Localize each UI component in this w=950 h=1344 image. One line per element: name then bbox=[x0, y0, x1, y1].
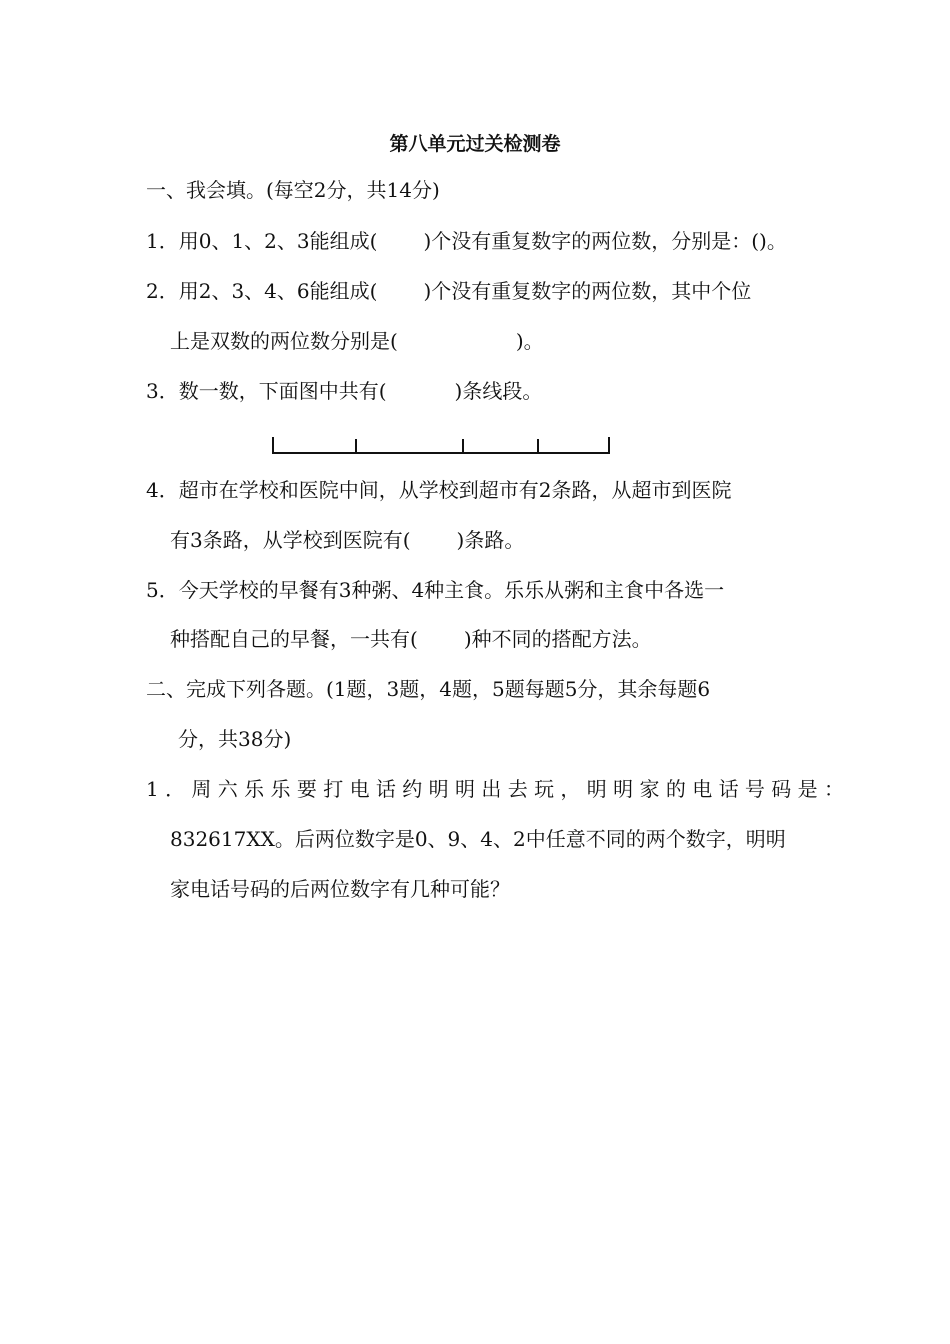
question-1-4-line2 bbox=[170, 527, 524, 553]
page-title: 第八单元过关检测卷 bbox=[389, 133, 561, 155]
question-1-1-text-b: )个没有重复数字的两位数，分别是：()。 bbox=[423, 229, 787, 253]
question-1-5-line2-b: )种不同的搭配方法。 bbox=[463, 627, 652, 651]
line-segment-figure bbox=[270, 434, 615, 458]
question-1-3 bbox=[146, 378, 542, 404]
question-1-5-line1: 5．今天学校的早餐有3种粥、4种主食。乐乐从粥和主食中各选一 bbox=[146, 578, 725, 602]
question-1-2-line2-b: )。 bbox=[515, 329, 544, 353]
question-1-3-text-b: )条线段。 bbox=[454, 379, 543, 403]
question-1-2-line1 bbox=[146, 278, 751, 304]
question-2-1-line1: 1．周六乐乐要打电话约明明出去玩，明明家的电话号码是： bbox=[146, 777, 844, 801]
section2-heading-line2: 分，共38分) bbox=[178, 727, 292, 751]
question-2-1-line3: 家电话号码的后两位数字有几种可能？ bbox=[170, 877, 510, 901]
question-1-4-line1: 4．超市在学校和医院中间，从学校到超市有2条路，从超市到医院 bbox=[146, 478, 732, 502]
question-1-2-line2 bbox=[170, 328, 544, 354]
section1-heading: 一、我会填。(每空2分，共14分) bbox=[146, 178, 440, 202]
question-1-5-line2 bbox=[170, 626, 652, 652]
question-1-3-text-a: 3．数一数，下面图中共有( bbox=[146, 379, 387, 403]
question-1-1-text-a: 1．用0、1、2、3能组成( bbox=[146, 229, 378, 253]
question-1-2-text-a: 2．用2、3、4、6能组成( bbox=[146, 279, 378, 303]
question-1-4-line2-a: 有3条路，从学校到医院有( bbox=[170, 528, 411, 552]
question-1-4-line2-b: )条路。 bbox=[456, 528, 525, 552]
section2-heading-line1: 二、完成下列各题。(1题，3题，4题，5题每题5分，其余每题6 bbox=[146, 677, 711, 701]
question-2-1-line2: 832617XX。后两位数字是0、9、4、2中任意不同的两个数字，明明 bbox=[170, 827, 786, 851]
question-1-5-line2-a: 种搭配自己的早餐，一共有( bbox=[170, 627, 418, 651]
question-1-2-line2-a: 上是双数的两位数分别是( bbox=[170, 329, 398, 353]
question-1-2-text-b: )个没有重复数字的两位数，其中个位 bbox=[423, 279, 752, 303]
question-1-1 bbox=[146, 228, 787, 254]
